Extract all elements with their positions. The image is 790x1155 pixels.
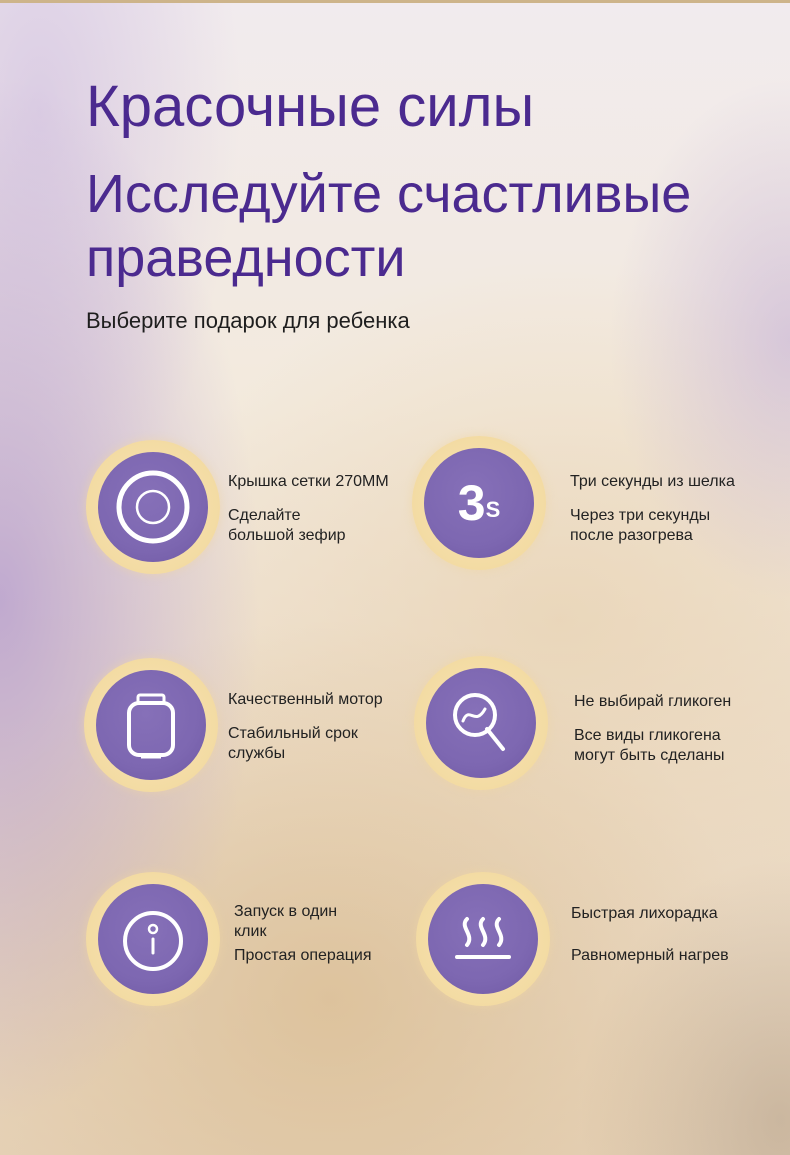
page-headline: Исследуйте счастливые праведности [86,164,692,288]
mesh-lid-icon [98,452,208,562]
top-accent-line [0,0,790,3]
feature-description: Все виды гликогена могут быть сделаны [574,727,725,764]
page-title: Красочные силы [86,74,535,139]
icon-unit: S [485,497,501,522]
feature-description: Сделайте большой зефир [228,507,346,544]
feature-title: Крышка сетки 270MM [228,473,389,490]
feature-title: Три секунды из шелка [570,473,735,490]
feature-mesh-lid [86,440,426,574]
feature-title: Качественный мотор [228,691,383,708]
icon-number: 3 [457,475,486,531]
feature-description: Простая операция [234,947,372,964]
cotton-candy-icon [426,668,536,778]
feature-three-seconds [412,436,772,570]
three-seconds-icon [424,448,534,558]
feature-motor [84,658,424,792]
icon-ring [414,656,548,790]
power-button-icon [98,884,208,994]
feature-cotton-candy [414,656,774,790]
feature-heating [416,872,776,1006]
feature-title: Запуск в один клик [234,903,338,940]
icon-ring [86,440,220,574]
page-subtitle: Выберите подарок для ребенка [86,308,410,333]
icon-ring [412,436,546,570]
icon-ring [84,658,218,792]
feature-description: Стабильный срок службы [228,725,358,762]
feature-title: Быстрая лихорадка [571,905,718,922]
feature-one-click [86,872,426,1006]
heating-icon [428,884,538,994]
feature-description: Через три секунды после разогрева [570,507,711,544]
icon-ring [416,872,550,1006]
feature-description: Равномерный нагрев [571,947,729,964]
motor-icon [96,670,206,780]
feature-title: Не выбирай гликоген [574,693,732,710]
icon-ring [86,872,220,1006]
